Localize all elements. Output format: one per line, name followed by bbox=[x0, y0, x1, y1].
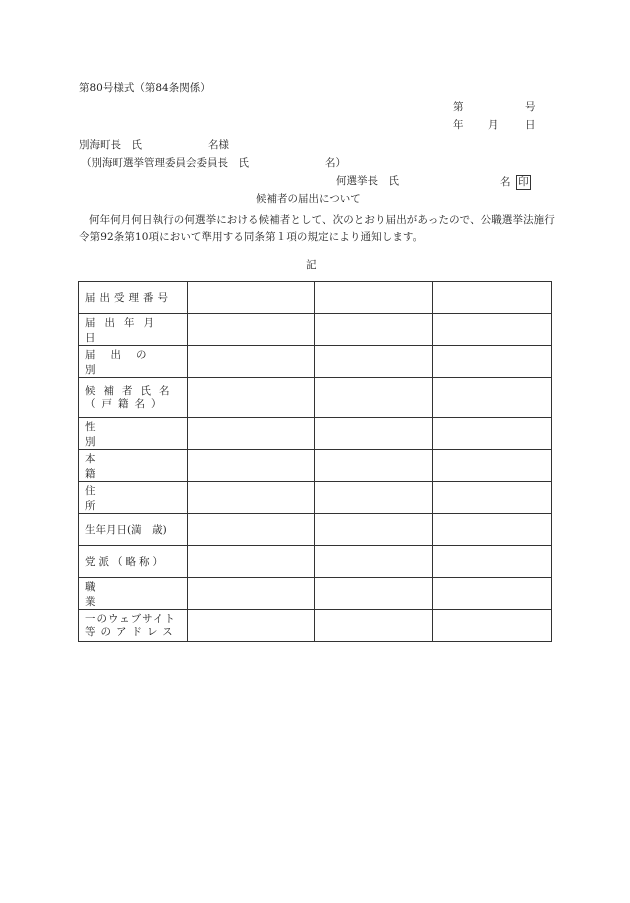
label-receipt-number: 届出受理番号 bbox=[85, 292, 172, 304]
table-cell bbox=[433, 346, 552, 378]
table-cell bbox=[188, 418, 315, 450]
label-candidate-name-line2: （戸籍名） bbox=[85, 397, 168, 410]
date-day: 日 bbox=[525, 119, 536, 131]
table-cell bbox=[188, 450, 315, 482]
table-row bbox=[79, 450, 552, 482]
table-row bbox=[79, 610, 552, 642]
table-row bbox=[79, 418, 552, 450]
table-cell bbox=[188, 314, 315, 346]
table-cell bbox=[315, 610, 433, 642]
row-label bbox=[79, 610, 188, 642]
table-cell bbox=[315, 514, 433, 546]
table-cell bbox=[315, 450, 433, 482]
row-label bbox=[79, 482, 188, 514]
addressee-alt-title: （別海町選挙管理委員会委員長 氏 bbox=[81, 157, 249, 169]
row-label bbox=[79, 546, 188, 578]
date-month: 月 bbox=[488, 119, 499, 131]
table-row bbox=[79, 346, 552, 378]
table-cell bbox=[188, 514, 315, 546]
table-cell bbox=[433, 482, 552, 514]
table-cell bbox=[188, 610, 315, 642]
label-website bbox=[85, 613, 181, 639]
ki-heading: 記 bbox=[306, 259, 317, 271]
table-cell bbox=[315, 546, 433, 578]
label-birthdate: 生年月日(満 歳) bbox=[85, 524, 167, 536]
label-submission-date: 届出年月日 bbox=[85, 316, 163, 344]
label-submission-type: 届出の別 bbox=[85, 348, 162, 376]
addressee-alt-name-suffix: 名） bbox=[325, 157, 346, 169]
row-label bbox=[79, 314, 188, 346]
row-label bbox=[79, 378, 188, 418]
table-cell bbox=[433, 314, 552, 346]
label-party: 党派（略称） bbox=[85, 556, 166, 568]
table-cell bbox=[188, 378, 315, 418]
label-website-line2: 等のアドレス bbox=[85, 625, 178, 638]
table-cell bbox=[315, 346, 433, 378]
label-occupation: 職業 bbox=[85, 580, 166, 608]
doc-number-suffix: 号 bbox=[525, 101, 536, 113]
table-row bbox=[79, 282, 552, 314]
row-label bbox=[79, 450, 188, 482]
candidate-info-table bbox=[78, 281, 552, 642]
sender-name-label: 名 bbox=[500, 176, 511, 188]
label-address: 住所 bbox=[85, 484, 166, 512]
table-cell bbox=[315, 578, 433, 610]
label-candidate-name-line1: 候補者氏名 bbox=[85, 384, 178, 397]
table-cell bbox=[188, 546, 315, 578]
sender-title: 何選挙長 氏 bbox=[336, 175, 399, 187]
table-row bbox=[79, 314, 552, 346]
table-cell bbox=[315, 378, 433, 418]
row-label bbox=[79, 514, 188, 546]
table-cell bbox=[433, 282, 552, 314]
doc-number-prefix: 第 bbox=[453, 101, 464, 113]
table-cell bbox=[433, 378, 552, 418]
table-cell bbox=[315, 418, 433, 450]
label-website-line1: 一のウェブサイト bbox=[85, 612, 176, 625]
seal-stamp: 印 bbox=[516, 175, 531, 190]
table-cell bbox=[188, 482, 315, 514]
table-cell bbox=[315, 314, 433, 346]
subject-title: 候補者の届出について bbox=[256, 193, 361, 205]
row-label bbox=[79, 346, 188, 378]
table-cell bbox=[315, 282, 433, 314]
table-cell bbox=[433, 514, 552, 546]
form-number: 第80号様式（第84条関係） bbox=[79, 82, 211, 94]
table-cell bbox=[433, 546, 552, 578]
table-cell bbox=[315, 482, 433, 514]
label-candidate-name bbox=[85, 385, 181, 411]
table-cell bbox=[433, 450, 552, 482]
label-domicile: 本籍 bbox=[85, 452, 166, 480]
table-row bbox=[79, 378, 552, 418]
row-label bbox=[79, 578, 188, 610]
table-cell bbox=[433, 418, 552, 450]
table-row bbox=[79, 546, 552, 578]
sender-name-suffix bbox=[500, 175, 531, 190]
row-label bbox=[79, 282, 188, 314]
row-label bbox=[79, 418, 188, 450]
table-cell bbox=[433, 610, 552, 642]
table-row bbox=[79, 514, 552, 546]
table-row bbox=[79, 482, 552, 514]
table-cell bbox=[188, 282, 315, 314]
table-row bbox=[79, 578, 552, 610]
table-cell bbox=[188, 346, 315, 378]
table-cell bbox=[433, 578, 552, 610]
table-cell bbox=[188, 578, 315, 610]
date-year: 年 bbox=[453, 119, 464, 131]
addressee-title: 別海町長 氏 bbox=[79, 139, 142, 151]
label-sex: 性別 bbox=[85, 420, 166, 448]
notice-body: 何年何月何日執行の何選挙における候補者として、次のとおり届出があったので、公職選挙法施行令第92条第10項において準用する同条第１項の規定により通知します。 bbox=[79, 214, 555, 243]
addressee-name-suffix: 名様 bbox=[208, 139, 229, 151]
